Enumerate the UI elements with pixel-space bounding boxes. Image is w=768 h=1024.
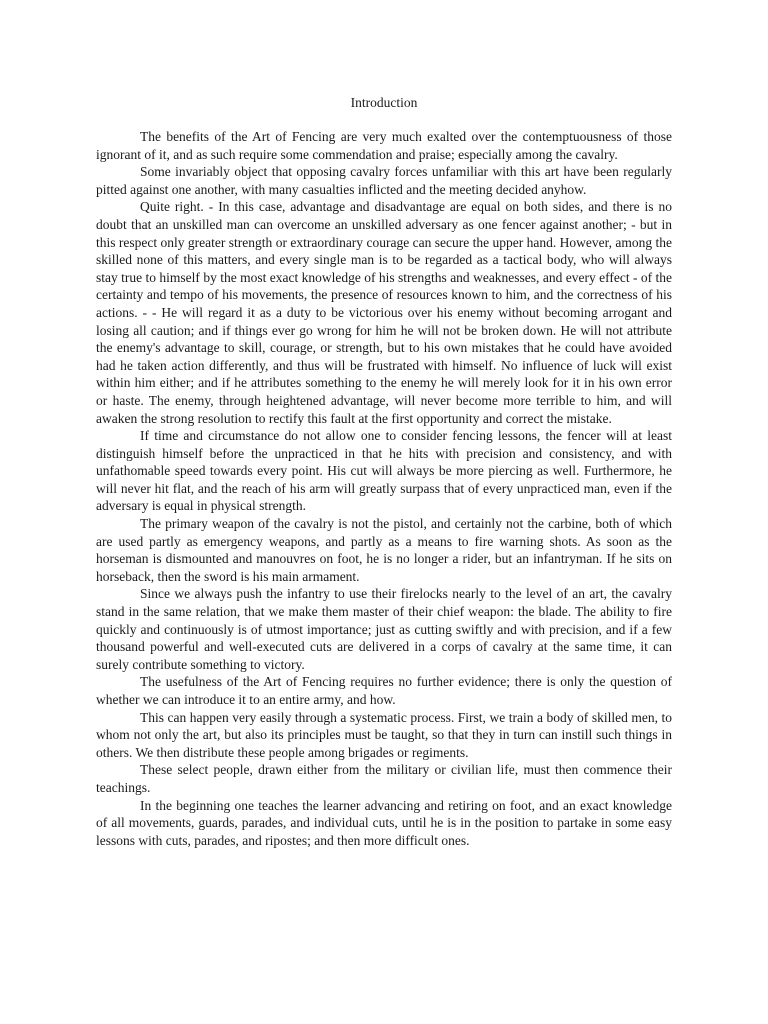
paragraph: The primary weapon of the cavalry is not the pistol, and certainly not the carbine, both of which are used partly as emergency weapons, and partly as a means to fire warning shots. As soon as the horseman is dismounted and manouvres on foot, he is no longer a rider, but an infantryman. If he sits on horseback, then the sword is his main armament. (96, 516, 672, 584)
paragraph: This can happen very easily through a systematic process. First, we train a body of skilled men, to whom not only the art, but also its principles must be taught, so that they in turn can instill such things in others. We then distribute these people among brigades or regiments. (96, 709, 672, 760)
paragraph: Quite right. - In this case, advantage and disadvantage are equal on both sides, and there is no doubt that an unskilled man can overcome an unskilled adversary as one fencer against another; - but in this respect only greater strength or extraordinary courage can secure the upper hand. However, among the skilled none of this matters, and every single man is to be regarded as a tactical body, who will always stay true to himself by the most exact knowledge of his strengths and weaknesses, and every effect - of the certainty and tempo of his movements, the presence of resources known to him, and the correctness of his actions. - - He will regard it as a duty to be victorious over his enemy without becoming arrogant and losing all caution; and if things ever go wrong for him he will not be broken down. He will not attribute the enemy's advantage to skill, courage, or strength, but to his own mistakes that he could have avoided had he taken action differently, and thus will be frustrated with himself. No influence of luck will exist within him either; and if he attributes something to the enemy he will merely look for it in his own error or haste. The enemy, through heightened advantage, will never become more terrible to him, and will awaken the strong resolution to rectify this fault at the first opportunity and correct the mistake. (96, 199, 672, 426)
paragraph: These select people, drawn either from the military or civilian life, must then commence their teachings. (96, 762, 672, 795)
page-title: Introduction (350, 95, 418, 110)
paragraph: The usefulness of the Art of Fencing requires no further evidence; there is only the question of whether we can introduce it to an entire army, and how. (96, 674, 672, 707)
paragraph: If time and circumstance do not allow one to consider fencing lessons, the fencer will at least distinguish himself before the unpracticed in that he hits with precision and consistency, and with unfathomable speed towards every point. His cut will always be more piercing as well. Furthermore, he will never hit flat, and the reach of his arm will greatly surpass that of every unpracticed man, even if the adversary is equal in physical strength. (96, 428, 672, 514)
paragraph: The benefits of the Art of Fencing are very much exalted over the contemptuousness of those ignorant of it, and as such require some commendation and praise; especially among the cavalry. (96, 129, 672, 162)
body-text (96, 128, 672, 849)
paragraph: Some invariably object that opposing cavalry forces unfamiliar with this art have been regularly pitted against one another, with many casualties inflicted and the meeting decided anyhow. (96, 164, 672, 197)
paragraph: In the beginning one teaches the learner advancing and retiring on foot, and an exact knowledge of all movements, guards, parades, and individual cuts, until he is in the position to partake in some easy lessons with cuts, parades, and ripostes; and then more difficult ones. (96, 797, 672, 848)
paragraph: Since we always push the infantry to use their firelocks nearly to the level of an art, the cavalry stand in the same relation, that we make them master of their chief weapon: the blade. The ability to fire quickly and continuously is of utmost importance; just as cutting swiftly and with precision, and if a few thousand powerful and well-executed cuts are delivered in a corps of cavalry at the same time, it can surely contribute something to victory. (96, 586, 672, 672)
